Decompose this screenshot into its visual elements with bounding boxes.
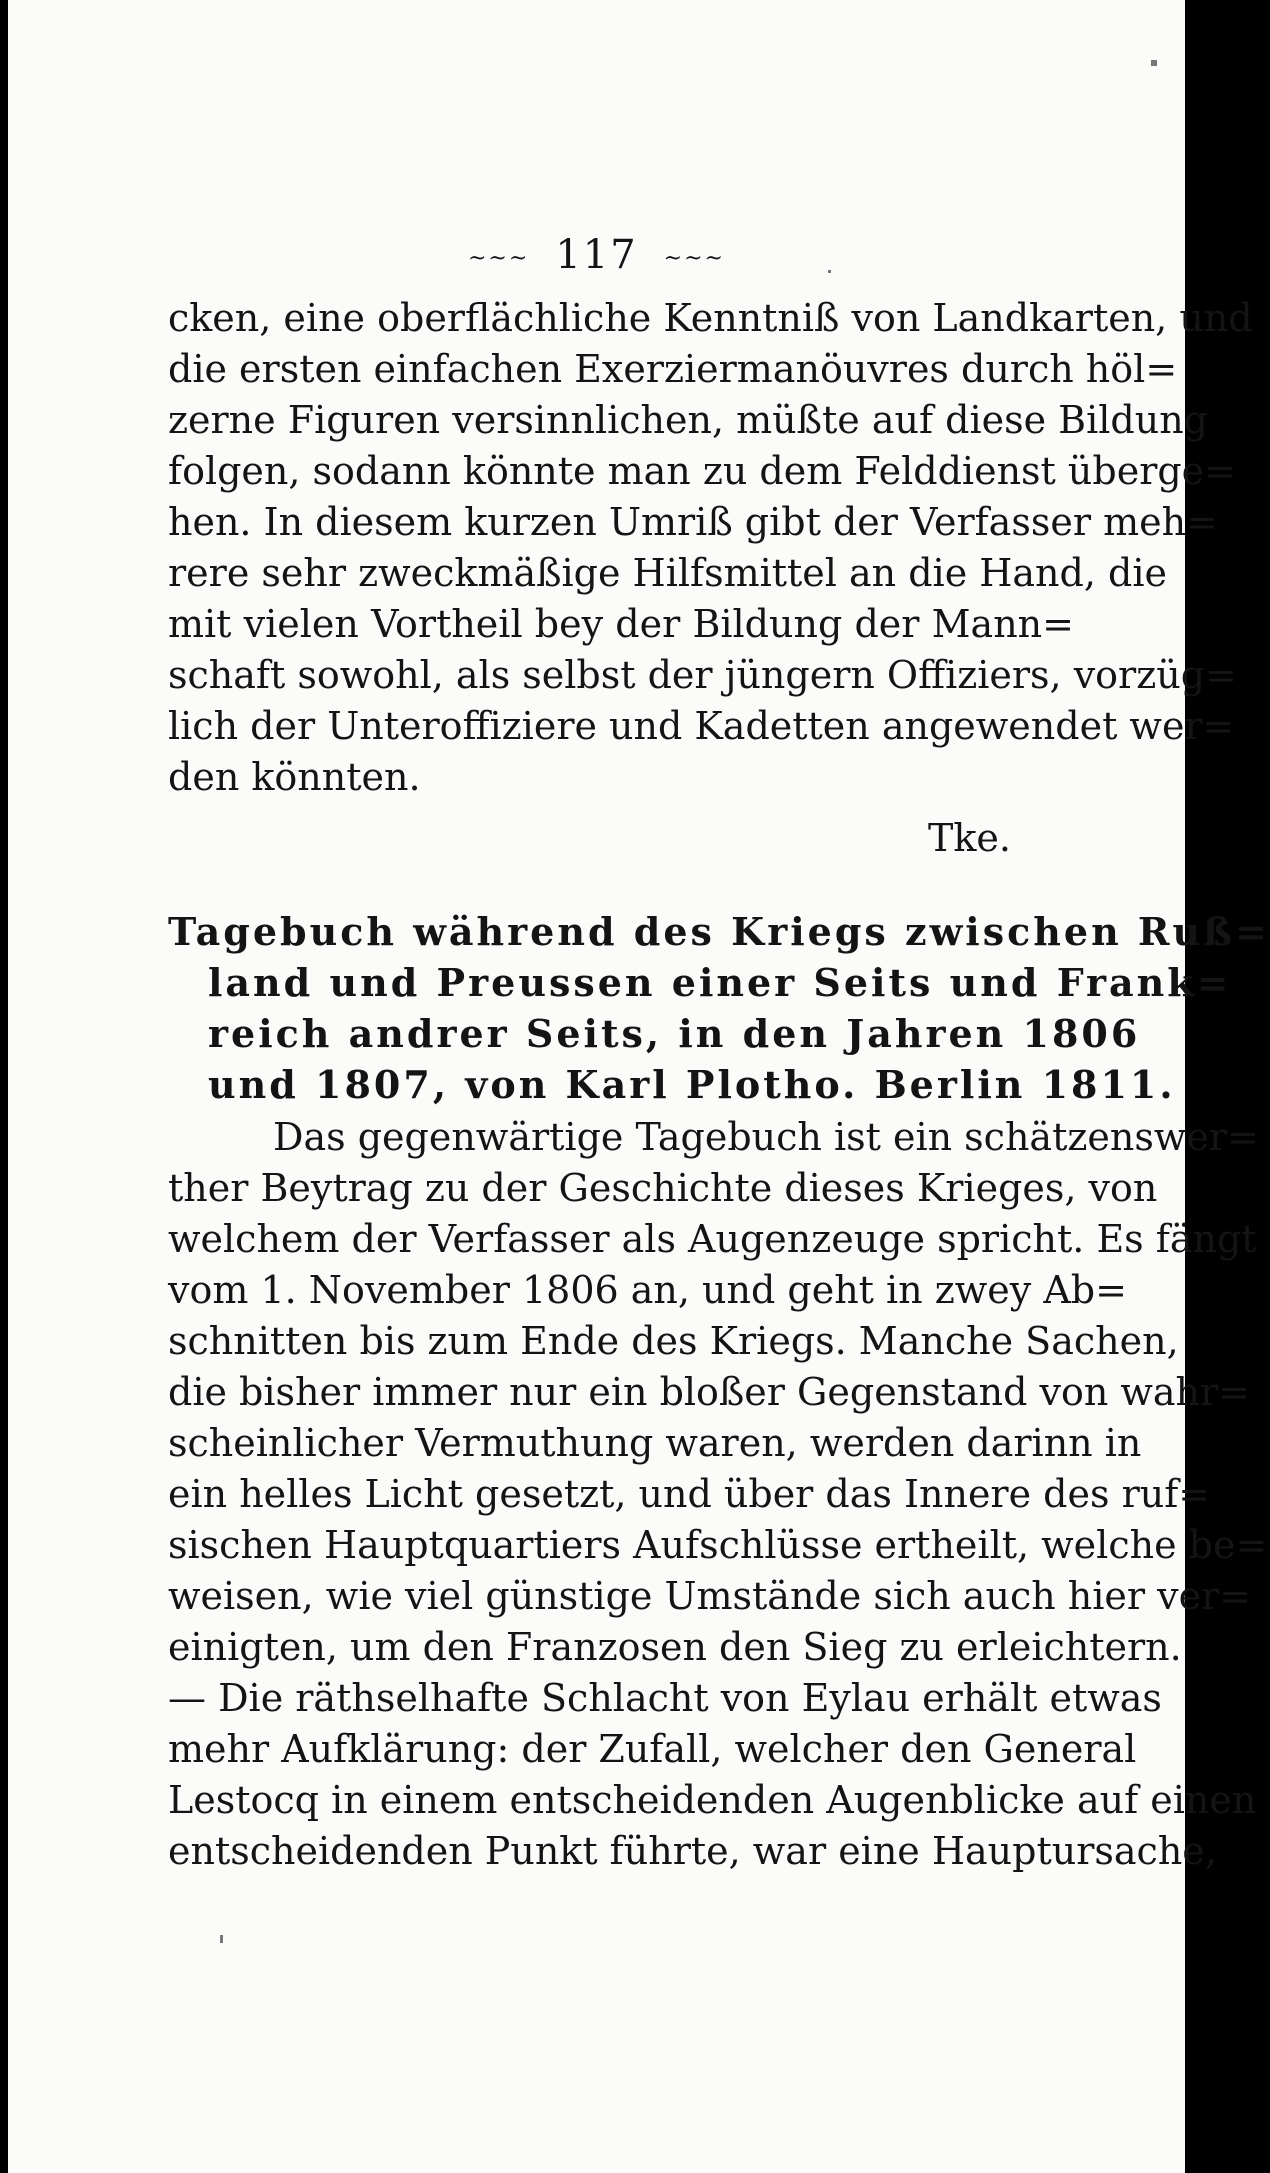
text-line: vom 1. November 1806 an, und geht in zwey Ab= [168,1268,1127,1312]
reviewer-signature: Tke. [928,816,1011,860]
page-number: 117 [555,232,638,278]
text-line: schaft sowohl, als selbst der jüngern Offiziers, vorzüg= [168,653,1237,697]
title-line: und 1807, von Karl Plotho. Berlin 1811. [208,1062,1176,1107]
text-line: zerne Figuren versinnlichen, müßte auf diese Bildung [168,398,1209,442]
text-line: den könnten. [168,755,421,799]
text-line: sischen Hauptquartiers Aufschlüsse ertheilt, welche be= [168,1523,1268,1567]
text-line: — Die räthselhafte Schlacht von Eylau erhält etwas [168,1676,1162,1720]
title-line: land und Preussen einer Seits und Frank= [208,960,1232,1005]
text-line: Das gegenwärtige Tagebuch ist ein schätzenswer= [273,1115,1259,1159]
review-title [168,906,1270,1110]
text-line: cken, eine oberflächliche Kenntniß von Landkarten, und [168,296,1253,340]
paper-speck [220,1935,223,1943]
text-line: folgen, sodann könnte man zu dem Felddienst überge= [168,449,1237,493]
text-line: die ersten einfachen Exerziermanöuvres durch höl= [168,347,1178,391]
text-line: lich der Unteroffiziere und Kadetten angewendet wer= [168,704,1235,748]
text-line: weisen, wie viel günstige Umstände sich auch hier ver= [168,1574,1252,1618]
text-line: entscheidenden Punkt führte, war eine Hauptursache, [168,1829,1217,1873]
ornament-left: ~~~ [468,245,530,271]
text-line: scheinlicher Vermuthung waren, werden darinn in [168,1421,1142,1465]
title-line: Tagebuch während des Kriegs zwischen Ruß= [168,909,1270,954]
ornament-right: ~~~ [663,245,725,271]
paper-speck [828,270,831,273]
review-body [168,1112,1268,1877]
text-line: schnitten bis zum Ende des Kriegs. Manche Sachen, [168,1319,1179,1363]
text-line: hen. In diesem kurzen Umriß gibt der Verfasser meh= [168,500,1218,544]
text-line: ein helles Licht gesetzt, und über das Innere des ruf= [168,1472,1211,1516]
page-header [8,232,1185,278]
book-page [8,0,1270,2173]
text-line: die bisher immer nur ein bloßer Gegenstand von wahr= [168,1370,1251,1414]
text-line: mehr Aufklärung: der Zufall, welcher den General [168,1727,1137,1771]
text-line: Lestocq in einem entscheidenden Augenblicke auf einen [168,1778,1257,1822]
title-line: reich andrer Seits, in den Jahren 1806 [208,1011,1141,1056]
text-line: rere sehr zweckmäßige Hilfsmittel an die Hand, die [168,551,1167,595]
paragraph-continued [168,293,1253,803]
paper-speck [1151,60,1157,66]
text-line: mit vielen Vortheil bey der Bildung der Mann= [168,602,1074,646]
text-line: einigten, um den Franzosen den Sieg zu erleichtern. [168,1625,1182,1669]
text-line: welchem der Verfasser als Augenzeuge spricht. Es fängt [168,1217,1257,1261]
text-line: ther Beytrag zu der Geschichte dieses Krieges, von [168,1166,1158,1210]
